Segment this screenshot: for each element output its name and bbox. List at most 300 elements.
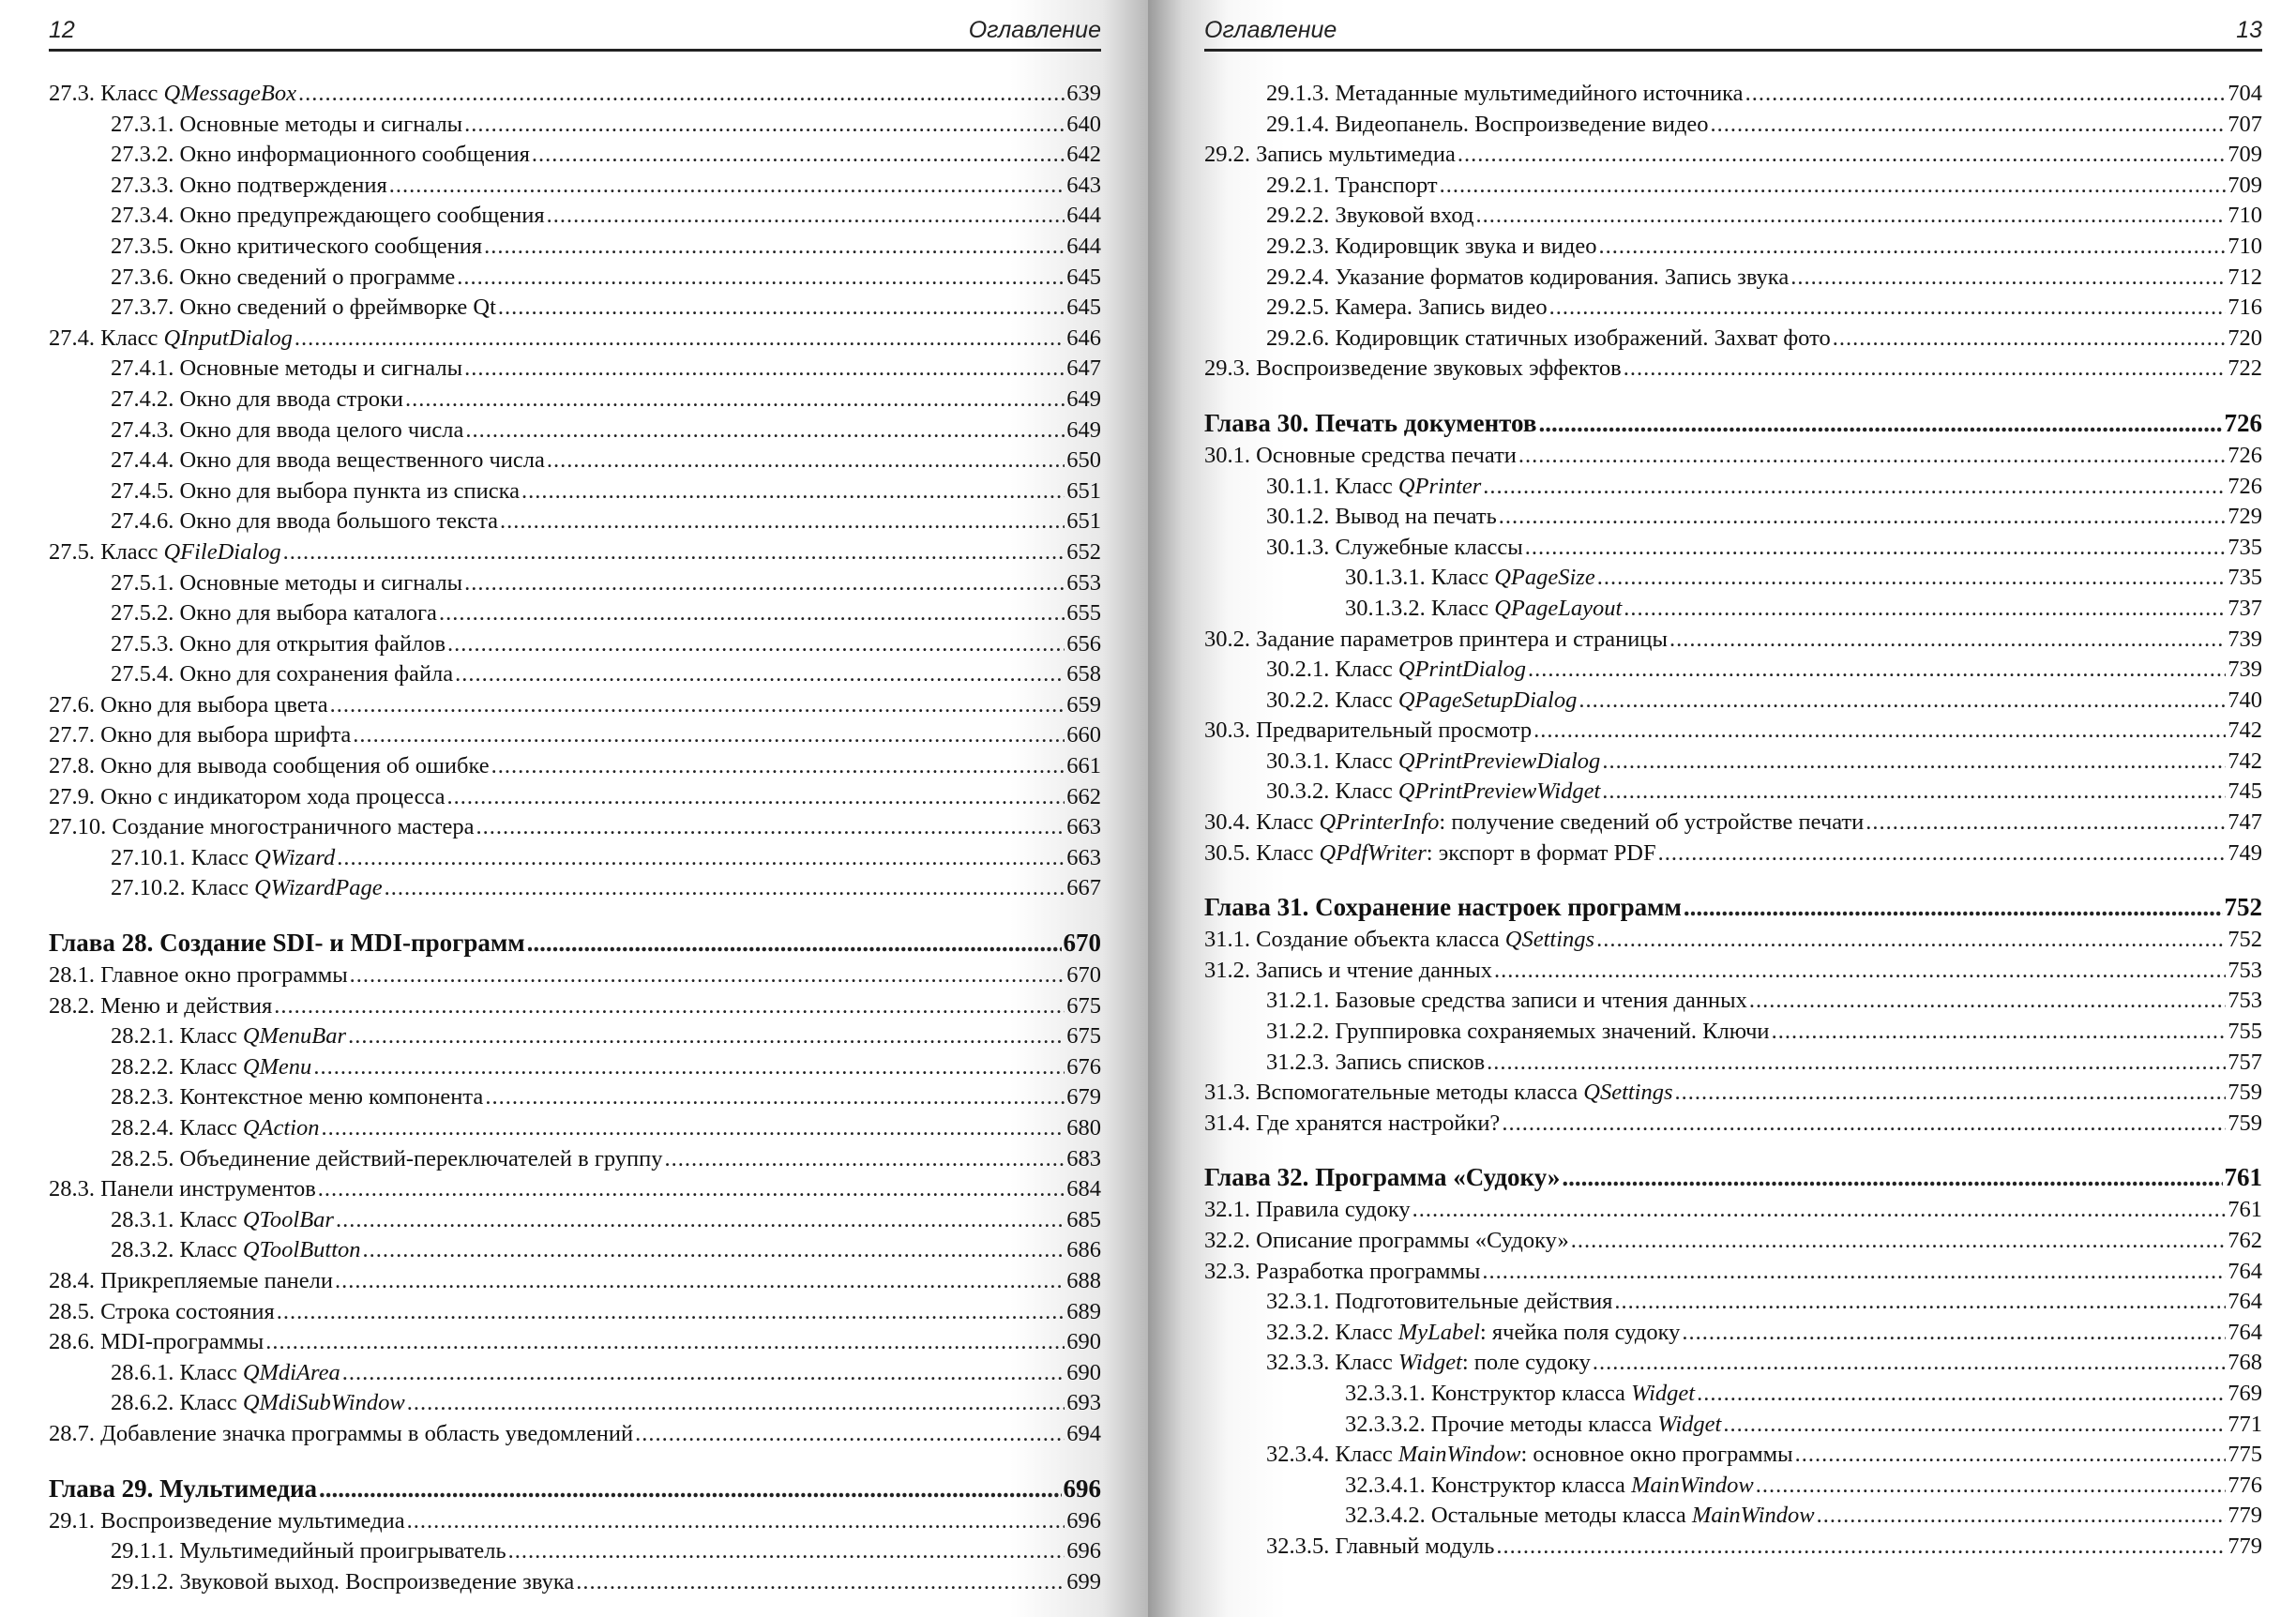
dot-leader <box>1749 986 2226 1017</box>
toc-page-number: 683 <box>1066 1145 1101 1171</box>
toc-entry-text: 28.6. MDI-программы <box>49 1329 264 1355</box>
toc-entry-class-name: QSettings <box>1583 1080 1673 1106</box>
toc-entry-text: 27.5.2. Окно для выбора каталога <box>111 600 437 627</box>
dot-leader <box>1602 747 2226 778</box>
dot-leader <box>1525 533 2227 564</box>
toc-entry-title <box>49 1266 333 1297</box>
toc-entry-text: 27.3.5. Окно критического сообщения <box>111 233 483 259</box>
toc-entry <box>49 598 1101 629</box>
toc-entry <box>49 79 1101 110</box>
toc-page-number: 686 <box>1066 1237 1101 1263</box>
dot-leader <box>1596 925 2226 956</box>
toc-list-right <box>1204 79 2262 1563</box>
dot-leader <box>485 1082 1065 1113</box>
toc-page-number: 771 <box>2228 1411 2262 1437</box>
toc-entry-class-name: MainWindow <box>1631 1472 1754 1498</box>
toc-page-number: 710 <box>2228 203 2262 229</box>
toc-page-number: 707 <box>2228 111 2262 137</box>
toc-page-number: 645 <box>1066 295 1101 321</box>
toc-entry-text: 30.1.3.1. Класс <box>1345 565 1495 591</box>
toc-entry <box>49 1567 1101 1598</box>
toc-entry-title <box>1266 1440 1793 1471</box>
toc-entry <box>49 232 1101 263</box>
dot-leader <box>447 629 1065 660</box>
toc-entry-title <box>111 416 463 446</box>
toc-entry-text: 29.3. Воспроизведение звуковых эффектов <box>1204 355 1622 382</box>
toc-entry <box>49 843 1101 874</box>
toc-entry-title <box>111 385 403 416</box>
toc-entry <box>1204 293 2262 324</box>
toc-entry-text: 28.7. Добавление значка программы в область уведомлений <box>49 1420 634 1446</box>
toc-entry <box>49 812 1101 843</box>
toc-entry-text: 29.2.5. Камера. Запись видео <box>1266 295 1548 321</box>
toc-entry-text: 27.6. Окно для выбора цвета <box>49 691 328 718</box>
toc-entry-text: 28.6.1. Класс <box>111 1359 243 1385</box>
toc-page-number: 675 <box>1066 992 1101 1019</box>
toc-entry-title <box>1266 1348 1591 1379</box>
toc-entry-text: 27.4.1. Основные методы и сигналы <box>111 355 463 382</box>
toc-chapter <box>49 1471 1101 1506</box>
toc-entry-title <box>1266 686 1577 717</box>
toc-entry-text: 31.2.3. Запись списков <box>1266 1049 1486 1075</box>
toc-page-number: 670 <box>1066 962 1101 989</box>
toc-entry-title <box>49 537 281 568</box>
toc-page-number: 742 <box>2228 718 2262 744</box>
toc-entry-text: 32.3.2. Класс <box>1266 1319 1398 1345</box>
toc-entry-class-name: QToolBar <box>242 1206 334 1232</box>
toc-page-number: 660 <box>1066 722 1101 748</box>
dot-leader <box>1682 1318 2226 1349</box>
toc-page-number: 759 <box>2228 1110 2262 1136</box>
toc-entry-text: 30.3.2. Класс <box>1266 778 1398 805</box>
toc-entry <box>1204 1257 2262 1288</box>
toc-page-number: 653 <box>1066 569 1101 596</box>
toc-page-number: 644 <box>1066 203 1101 229</box>
toc-list-left <box>49 79 1101 1597</box>
toc-page-number: 759 <box>2228 1080 2262 1106</box>
toc-page-number: 647 <box>1066 355 1101 382</box>
toc-entry-title <box>1204 1078 1673 1109</box>
toc-entry-text: 29.2.2. Звуковой вход <box>1266 203 1474 229</box>
toc-page-number: 753 <box>2228 957 2262 983</box>
toc-entry-class-name: QMdiSubWindow <box>242 1390 405 1416</box>
toc-entry <box>49 1358 1101 1389</box>
dot-leader <box>491 751 1065 782</box>
toc-entry-text: 30.1.1. Класс <box>1266 473 1398 499</box>
dot-leader <box>1499 502 2226 533</box>
toc-entry-title <box>111 293 496 324</box>
dot-leader <box>1533 716 2226 747</box>
toc-entry-class-name: QSettings <box>1504 927 1595 953</box>
dot-leader <box>476 812 1065 843</box>
toc-entry <box>1204 201 2262 232</box>
toc-entry-text: 27.4.6. Окно для ввода большого текста <box>111 508 498 535</box>
toc-entry-class-name: QMdiArea <box>242 1359 340 1385</box>
toc-entry-class-name: QPrintPreviewDialog <box>1397 748 1601 774</box>
toc-entry <box>1204 354 2262 385</box>
toc-entry-title <box>1204 1109 1500 1140</box>
dot-leader <box>1475 201 2226 232</box>
toc-entry-title <box>111 1205 334 1236</box>
toc-entry-text: 28.2.2. Класс <box>111 1053 243 1080</box>
toc-entry-text: 27.3.7. Окно сведений о фреймворке Qt <box>111 295 496 321</box>
toc-entry <box>49 1536 1101 1567</box>
toc-entry <box>1204 1501 2262 1532</box>
toc-entry <box>49 991 1101 1022</box>
toc-page-number: 769 <box>2228 1380 2262 1406</box>
toc-page-number: 752 <box>2224 893 2262 922</box>
toc-entry-title <box>111 201 545 232</box>
toc-entry <box>49 720 1101 751</box>
toc-entry-text: 32.3.3. Класс <box>1266 1350 1398 1376</box>
toc-entry <box>49 416 1101 446</box>
toc-entry <box>49 690 1101 721</box>
toc-entry-title <box>111 568 462 599</box>
toc-entry <box>49 1113 1101 1144</box>
toc-page-number: 768 <box>2228 1350 2262 1376</box>
toc-page-number: 742 <box>2228 748 2262 774</box>
toc-entry-text: 27.5.4. Окно для сохранения файла <box>111 661 454 688</box>
toc-entry-title <box>49 1506 405 1537</box>
toc-entry-class-name: QFileDialog <box>163 538 281 565</box>
toc-entry <box>1204 232 2262 263</box>
toc-entry-title <box>1204 925 1594 956</box>
toc-entry-title <box>1266 201 1473 232</box>
toc-entry-title <box>1204 441 1517 472</box>
dot-leader <box>1833 324 2227 355</box>
toc-page-number: 779 <box>2228 1503 2262 1529</box>
toc-page-number: 696 <box>1063 1473 1101 1503</box>
dot-leader <box>576 1567 1065 1598</box>
toc-entry-class-name: QPageSetupDialog <box>1397 687 1578 713</box>
toc-page-number: 726 <box>2224 408 2262 437</box>
toc-entry-text: 28.4. Прикрепляемые панели <box>49 1267 333 1293</box>
toc-entry-title <box>1266 110 1708 141</box>
toc-entry-text: 27.10.2. Класс <box>111 875 255 901</box>
toc-entry-text: 27.5.1. Основные методы и сигналы <box>111 569 463 596</box>
toc-entry-text: 30.3.1. Класс <box>1266 748 1398 774</box>
toc-entry <box>49 1205 1101 1236</box>
toc-page-number: 643 <box>1066 172 1101 198</box>
dot-leader <box>1502 1109 2226 1140</box>
dot-leader <box>1571 1226 2226 1257</box>
toc-entry <box>49 537 1101 568</box>
toc-entry <box>1204 716 2262 747</box>
toc-entry <box>49 873 1101 904</box>
toc-entry <box>1204 79 2262 110</box>
dot-leader <box>521 476 1065 507</box>
toc-entry <box>1204 110 2262 141</box>
toc-page-number: 680 <box>1066 1115 1101 1141</box>
toc-page-number: 755 <box>2228 1019 2262 1045</box>
toc-entry <box>49 1388 1101 1419</box>
dot-leader <box>353 720 1065 751</box>
dot-leader <box>265 1327 1065 1358</box>
toc-page-number: 729 <box>2228 504 2262 530</box>
dot-leader <box>1602 777 2226 808</box>
toc-page-number: 761 <box>2228 1197 2262 1223</box>
dot-leader <box>532 140 1065 171</box>
toc-page-number: 722 <box>2228 355 2262 382</box>
toc-entry-class-name: QPrintDialog <box>1397 657 1526 683</box>
toc-entry <box>1204 1048 2262 1079</box>
dot-leader <box>1593 1348 2226 1379</box>
toc-page-number: 712 <box>2228 264 2262 290</box>
toc-entry-title <box>111 598 437 629</box>
toc-entry-title <box>1266 171 1438 202</box>
toc-page-number: 663 <box>1066 814 1101 840</box>
toc-entry-text: 29.2.4. Указание форматов кодирования. Запись звука <box>1266 264 1790 290</box>
toc-entry-class-name: QMenu <box>242 1053 312 1080</box>
toc-entry-title <box>1266 293 1548 324</box>
toc-entry-title <box>49 79 296 110</box>
dot-leader <box>527 925 1062 960</box>
toc-entry <box>1204 655 2262 686</box>
toc-entry <box>49 324 1101 355</box>
toc-entry-text: 30.1. Основные средства печати <box>1204 442 1517 468</box>
toc-entry-text: 27.4. Класс <box>49 325 164 351</box>
toc-entry-text: 31.2. Запись и чтение данных <box>1204 957 1492 983</box>
toc-entry-text: 30.2.1. Класс <box>1266 657 1398 683</box>
toc-entry-class-name: QToolButton <box>242 1237 361 1263</box>
toc-entry-text-rest: : экспорт в формат PDF <box>1426 839 1656 866</box>
toc-entry-title <box>49 960 348 991</box>
toc-entry-title <box>1345 1501 1815 1532</box>
toc-entry-title <box>49 1297 275 1328</box>
toc-page-number: 709 <box>2228 172 2262 198</box>
toc-entry-title <box>111 1358 340 1389</box>
toc-page-number: 752 <box>2228 927 2262 953</box>
dot-leader <box>1723 1410 2226 1441</box>
dot-leader <box>1483 472 2226 503</box>
toc-page-number: 761 <box>2224 1163 2262 1192</box>
toc-entry-text: 29.1.4. Видеопанель. Воспроизведение видео <box>1266 111 1709 137</box>
toc-page-number: 646 <box>1066 325 1101 351</box>
toc-entry-title <box>49 1419 633 1450</box>
toc-chapter <box>1204 1159 2262 1195</box>
toc-entry-text: 30.2. Задание параметров принтера и страницы <box>1204 626 1668 652</box>
toc-entry-title <box>1266 986 1747 1017</box>
toc-entry <box>1204 1318 2262 1349</box>
dot-leader <box>318 1174 1065 1205</box>
toc-entry-title <box>1266 324 1831 355</box>
toc-entry <box>1204 625 2262 656</box>
toc-entry-text: 28.3.2. Класс <box>111 1237 243 1263</box>
toc-entry-text: 27.4.5. Окно для выбора пункта из списка <box>111 477 521 504</box>
toc-page-number: 640 <box>1066 111 1101 137</box>
toc-entry-title <box>1345 594 1622 625</box>
toc-page-number: 757 <box>2228 1049 2262 1075</box>
toc-entry-text: 27.3.4. Окно предупреждающего сообщения <box>111 203 545 229</box>
toc-entry-text: 30.3. Предварительный просмотр <box>1204 718 1533 744</box>
toc-entry-title <box>111 1113 319 1144</box>
toc-page-number: 747 <box>2228 809 2262 836</box>
toc-entry <box>1204 594 2262 625</box>
toc-chapter <box>49 925 1101 960</box>
dot-leader <box>455 659 1065 690</box>
toc-entry-class-name: QPrintPreviewWidget <box>1397 778 1601 805</box>
toc-page-number: 689 <box>1066 1298 1101 1324</box>
toc-entry-title <box>111 873 383 904</box>
toc-page-number: 764 <box>2228 1319 2262 1345</box>
page-header <box>1204 13 2262 52</box>
toc-entry <box>49 1419 1101 1450</box>
toc-entry-class-name: QPageLayout <box>1494 595 1623 621</box>
toc-entry <box>1204 747 2262 778</box>
toc-entry-title <box>1266 1048 1485 1079</box>
dot-leader <box>1528 655 2226 686</box>
dot-leader <box>1710 110 2226 141</box>
toc-entry-title <box>49 1471 317 1506</box>
toc-entry-text: 28.1. Главное окно программы <box>49 962 348 989</box>
toc-entry-text: 31.2.1. Базовые средства записи и чтения данных <box>1266 988 1747 1014</box>
toc-page-number: 696 <box>1066 1538 1101 1564</box>
toc-page-number: 745 <box>2228 778 2262 805</box>
toc-entry-class-name: QInputDialog <box>163 325 293 351</box>
dot-leader <box>407 1506 1065 1537</box>
toc-entry-title <box>49 324 293 355</box>
toc-entry-title <box>111 659 453 690</box>
toc-entry <box>1204 808 2262 839</box>
toc-entry-text-rest: : поле судоку <box>1461 1350 1591 1376</box>
toc-page-number: 720 <box>2228 325 2262 351</box>
toc-page-number: 679 <box>1066 1084 1101 1111</box>
toc-entry-class-name: QPrinterInfo <box>1319 809 1440 836</box>
toc-entry-title <box>1266 1532 1494 1563</box>
toc-entry-text: 30.2.2. Класс <box>1266 687 1398 713</box>
toc-entry-class-name: Widget <box>1657 1411 1722 1437</box>
toc-page-number: 663 <box>1066 844 1101 870</box>
toc-entry <box>49 1144 1101 1175</box>
toc-entry <box>49 960 1101 991</box>
toc-entry-text: 32.3.3.2. Прочие методы класса <box>1345 1411 1658 1437</box>
dot-leader <box>484 232 1065 263</box>
toc-entry-text: 27.4.2. Окно для ввода строки <box>111 385 404 412</box>
toc-entry <box>49 1082 1101 1113</box>
toc-entry-title <box>1204 1159 1560 1195</box>
toc-entry-text: 29.2.6. Кодировщик статичных изображений. Захват фото <box>1266 325 1831 351</box>
dot-leader <box>1795 1440 2227 1471</box>
toc-entry-text: 30.1.3.2. Класс <box>1345 595 1495 621</box>
toc-entry-text: 32.3.1. Подготовительные действия <box>1266 1289 1613 1315</box>
toc-entry <box>49 751 1101 782</box>
toc-entry-text: 32.3.4.2. Остальные методы класса <box>1345 1503 1692 1529</box>
toc-entry-text: 29.2.1. Транспорт <box>1266 172 1438 198</box>
toc-page-number: 735 <box>2228 565 2262 591</box>
toc-entry-title <box>1266 1287 1612 1318</box>
toc-entry-text: 32.1. Правила судоку <box>1204 1197 1411 1223</box>
toc-entry-text: 28.2.4. Класс <box>111 1115 243 1141</box>
dot-leader <box>336 1205 1065 1236</box>
toc-entry <box>49 354 1101 385</box>
toc-entry-text: 32.3.3.1. Конструктор класса <box>1345 1380 1632 1406</box>
toc-page-number: 642 <box>1066 142 1101 168</box>
toc-entry-title <box>1204 808 1864 839</box>
toc-entry-text: 28.2.1. Класс <box>111 1023 243 1050</box>
toc-entry-text: 27.3.6. Окно сведений о программе <box>111 264 456 290</box>
toc-entry-text: Глава 31. Сохранение настроек программ <box>1204 893 1682 922</box>
toc-entry-title <box>1204 839 1656 869</box>
toc-entry-text: 27.4.4. Окно для ввода вещественного числа <box>111 447 545 474</box>
toc-entry-text: 30.5. Класс <box>1204 839 1320 866</box>
toc-entry-text: 27.3.3. Окно подтверждения <box>111 172 387 198</box>
toc-entry-text: 28.3.1. Класс <box>111 1206 243 1232</box>
toc-entry-text: 27.10.1. Класс <box>111 844 255 870</box>
dot-leader <box>363 1235 1065 1266</box>
toc-entry-title <box>49 1174 316 1205</box>
toc-entry <box>1204 1440 2262 1471</box>
toc-entry-text: 28.5. Строка состояния <box>49 1298 275 1324</box>
dot-leader <box>298 79 1065 110</box>
toc-entry-title <box>111 843 335 874</box>
toc-entry <box>49 1266 1101 1297</box>
toc-entry-title <box>111 1536 506 1567</box>
toc-entry <box>1204 1287 2262 1318</box>
dot-leader <box>464 568 1065 599</box>
dot-leader <box>1772 1017 2227 1048</box>
toc-page-number: 699 <box>1066 1568 1101 1594</box>
toc-entry-title <box>1204 1257 1480 1288</box>
toc-entry <box>49 568 1101 599</box>
toc-page-number: 735 <box>2228 534 2262 560</box>
dot-leader <box>1494 956 2226 987</box>
toc-entry-class-name: QAction <box>242 1115 320 1141</box>
dot-leader <box>319 1471 1061 1506</box>
toc-entry <box>49 1174 1101 1205</box>
page-header <box>49 13 1101 52</box>
dot-leader <box>274 991 1065 1022</box>
toc-entry-class-name: MyLabel <box>1397 1319 1480 1345</box>
toc-chapter <box>1204 889 2262 925</box>
running-title: Оглавление <box>1204 17 1337 43</box>
dot-leader <box>1697 1379 2226 1410</box>
toc-entry-title <box>1204 889 1682 925</box>
toc-entry-text: 27.7. Окно для выбора шрифта <box>49 722 352 748</box>
toc-entry <box>1204 777 2262 808</box>
toc-entry <box>49 171 1101 202</box>
toc-page-number: 775 <box>2228 1442 2262 1468</box>
toc-entry-title <box>111 1021 346 1052</box>
dot-leader <box>547 201 1065 232</box>
dot-leader <box>330 690 1065 721</box>
dot-leader <box>1597 563 2227 594</box>
dot-leader <box>407 1388 1065 1419</box>
toc-entry-text: 28.2.3. Контекстное меню компонента <box>111 1084 484 1111</box>
dot-leader <box>1518 441 2226 472</box>
dot-leader <box>547 446 1065 476</box>
toc-page-number: 693 <box>1066 1390 1101 1416</box>
toc-entry <box>1204 839 2262 869</box>
toc-entry <box>49 1052 1101 1083</box>
toc-entry <box>49 1506 1101 1537</box>
toc-entry-text: 29.2. Запись мультимедиа <box>1204 142 1456 168</box>
toc-entry-text: 27.3.1. Основные методы и сигналы <box>111 111 463 137</box>
dot-leader <box>464 354 1065 385</box>
toc-entry <box>1204 1532 2262 1563</box>
toc-page-number: 694 <box>1066 1420 1101 1446</box>
dot-leader <box>635 1419 1065 1450</box>
toc-entry-title <box>111 629 446 660</box>
toc-entry <box>49 293 1101 324</box>
toc-page-number: 739 <box>2228 657 2262 683</box>
dot-leader <box>385 873 1065 904</box>
toc-page-number: 764 <box>2228 1258 2262 1284</box>
dot-leader <box>439 598 1065 629</box>
toc-entry-text: 30.1.3. Служебные классы <box>1266 534 1523 560</box>
dot-leader <box>1756 1471 2227 1502</box>
toc-page-number: 726 <box>2228 442 2262 468</box>
toc-page-number: 656 <box>1066 630 1101 657</box>
